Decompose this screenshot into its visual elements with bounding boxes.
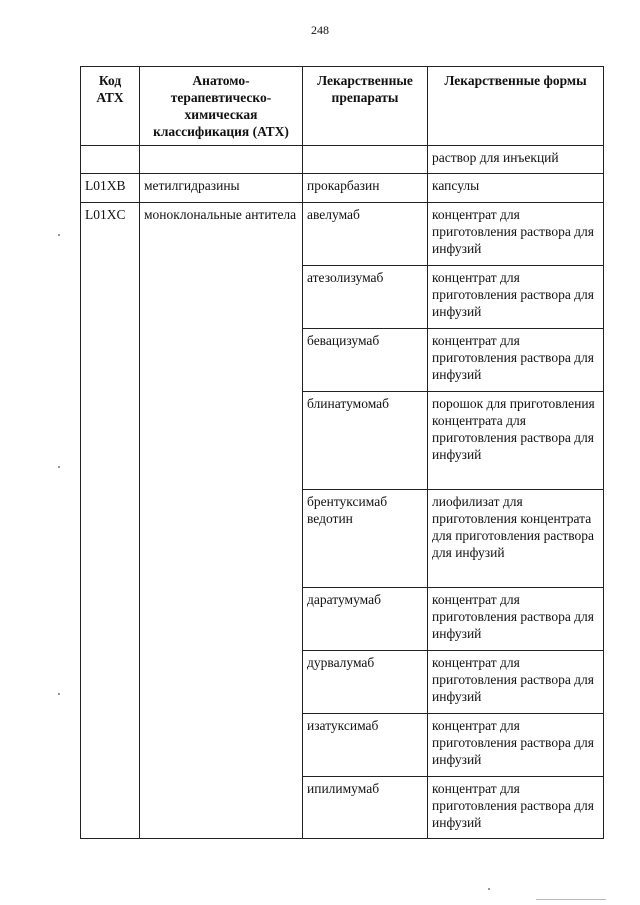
table-header-row <box>81 67 604 146</box>
drug-cell: атезолизумаб <box>303 266 428 329</box>
scan-speck <box>536 899 606 900</box>
form-cell: концентрат для приготовления раствора для инфузий <box>428 266 604 329</box>
form-cell: концентрат для приготовления раствора для инфузий <box>428 651 604 714</box>
code-cell <box>81 146 140 174</box>
classification-cell: метилгидразины <box>140 174 303 203</box>
atx-table <box>80 66 604 839</box>
scan-speck <box>58 466 60 468</box>
drug-cell <box>303 146 428 174</box>
drug-cell: авелумаб <box>303 203 428 266</box>
drug-cell: брентуксимаб ведотин <box>303 490 428 588</box>
drug-cell: ипилимумаб <box>303 777 428 839</box>
form-cell: капсулы <box>428 174 604 203</box>
table-row <box>81 174 604 203</box>
drug-cell: блинатумомаб <box>303 392 428 490</box>
form-cell: концентрат для приготовления раствора для инфузий <box>428 203 604 266</box>
header-code: Код АТХ <box>81 67 140 146</box>
form-cell: концентрат для приготовления раствора для инфузий <box>428 588 604 651</box>
page-number: 248 <box>311 23 329 37</box>
classification-cell <box>140 146 303 174</box>
scan-speck <box>58 234 60 236</box>
form-cell: концентрат для приготовления раствора для инфузий <box>428 329 604 392</box>
code-cell: L01XC <box>81 203 140 839</box>
form-cell: лиофилизат для приготовления концентрата для приготовления раствора для инфузий <box>428 490 604 588</box>
drug-cell: даратумумаб <box>303 588 428 651</box>
drug-cell: дурвалумаб <box>303 651 428 714</box>
code-cell: L01XB <box>81 174 140 203</box>
header-classification: Анатомо-терапевтическо-химическая классификация (АТХ) <box>140 67 303 146</box>
table-row <box>81 146 604 174</box>
drug-cell: прокарбазин <box>303 174 428 203</box>
form-cell: концентрат для приготовления раствора для инфузий <box>428 777 604 839</box>
form-cell: порошок для приготовления концентрата для приготовления раствора для инфузий <box>428 392 604 490</box>
form-cell: концентрат для приготовления раствора для инфузий <box>428 714 604 777</box>
header-forms: Лекарственные формы <box>428 67 604 146</box>
drug-cell: изатуксимаб <box>303 714 428 777</box>
header-drugs: Лекарственные препараты <box>303 67 428 146</box>
form-cell: раствор для инъекций <box>428 146 604 174</box>
table-row <box>81 203 604 266</box>
scan-speck <box>58 693 60 695</box>
scan-speck <box>488 888 490 890</box>
classification-cell: моноклональные антитела <box>140 203 303 839</box>
drug-cell: бевацизумаб <box>303 329 428 392</box>
